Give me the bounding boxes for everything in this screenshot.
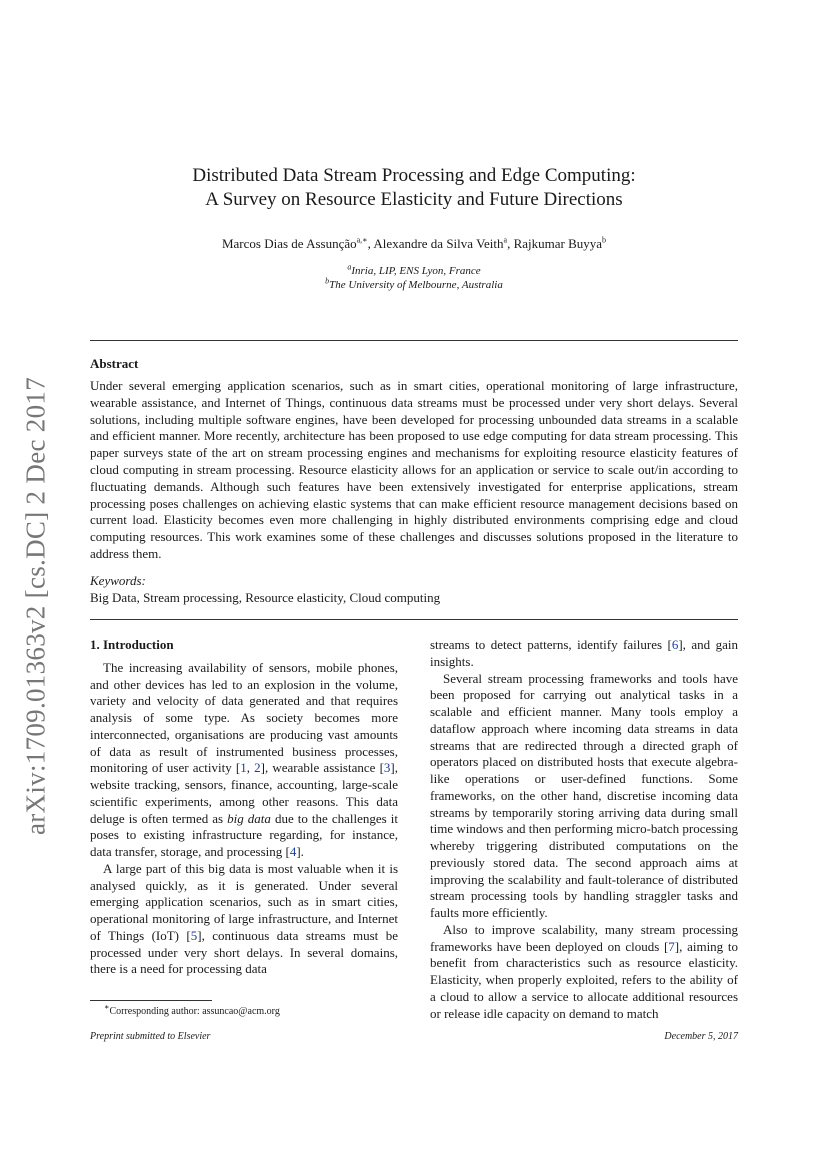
keywords-label: Keywords: <box>90 573 146 588</box>
affiliation-a <box>90 262 738 277</box>
affiliation-a-mark: a <box>347 262 352 272</box>
citation-link[interactable]: 4 <box>289 844 297 859</box>
title-line-2: A Survey on Resource Elasticity and Future Directions <box>205 189 623 210</box>
top-divider <box>90 340 738 341</box>
affiliation-b <box>90 276 738 291</box>
footer-preprint-note: Preprint submitted to Elsevier <box>90 1031 211 1042</box>
citation-link[interactable]: 7 <box>668 938 675 954</box>
affiliation-b-text: The University of Melbourne, Australia <box>329 279 503 291</box>
citation-link[interactable]: 3 <box>383 760 391 776</box>
author-1-mark: a,∗ <box>356 235 368 245</box>
footnote-mark: ∗ <box>104 1002 110 1012</box>
footnote <box>104 1002 280 1017</box>
citation-link[interactable]: 1 <box>240 760 247 776</box>
abstract-heading: Abstract <box>90 356 139 371</box>
citation-link[interactable]: 2 <box>254 760 261 776</box>
citation-link[interactable]: 5 <box>190 927 198 943</box>
author-3: Rajkumar Buyya <box>513 236 603 251</box>
footer-date: December 5, 2017 <box>664 1031 738 1042</box>
author-2: Alexandre da Silva Veith <box>373 236 504 251</box>
section-heading-introduction: 1. Introduction <box>90 637 174 652</box>
author-2-mark: a <box>503 235 508 245</box>
citation-link[interactable]: 6 <box>671 637 679 652</box>
paper-title <box>90 164 738 212</box>
left-column <box>90 637 398 978</box>
footnote-text: Corresponding author: assuncao@acm.org <box>109 1006 280 1017</box>
intro-paragraph-4: Also to improve scalability, many stream processing frameworks have been deployed on clouds [7], aiming to benefit from characteristics such as resource elasticity. Elasticity, when properly exploited, refers to the ability of a cloud to allow a service to allocate additional resources or release idle capacity on demand to match <box>430 921 738 1021</box>
author-3-mark: b <box>602 235 607 245</box>
arxiv-identifier: arXiv:1709.01363v2 [cs.DC] 2 Dec 2017 <box>20 376 51 836</box>
abstract-text: Under several emerging application scenarios, such as in smart cities, operational monitoring of large infrastructure, wearable assistance, and Internet of Things, continuous data streams must be processed under very short delays. Several solutions, including multiple software engines, have been developed for processing unbounded data streams in a scalable and efficient manner. More recently, architecture has been proposed to use edge computing for data stream processing. This paper surveys state of the art on stream processing engines and mechanisms for exploiting resource elasticity features of cloud computing in stream processing. Resource elasticity allows for an application or service to scale out/in according to fluctuating demands. Although such features have been extensively investigated for enterprise applications, stream processing poses challenges on achieving elastic systems that can make efficient resource management decisions based on current load. Elasticity becomes even more challenging in highly distributed environments comprising edge and cloud computing resources. This work examines some of these challenges and discusses solutions proposed in the literature to address them. <box>90 378 738 561</box>
author-1: Marcos Dias de Assunção <box>221 236 357 251</box>
right-column <box>430 637 738 1022</box>
affiliation-a-text: Inria, LIP, ENS Lyon, France <box>351 265 481 277</box>
affiliation-b-mark: b <box>325 276 330 286</box>
intro-paragraph-3: Several stream processing frameworks and tools have been proposed for carrying out analytical tasks in a scalable and efficient manner. Many tools employ a dataflow approach where incoming data streams in data streams that are redirected through a directed graph of operators placed on distributed hosts that execute algebra-like operations or user-defined functions. Some frameworks, on the other hand, discretise incoming data streams by temporarily storing arriving data during small time windows and then performing micro-batch processing whereby triggering distributed computations on the previously stored data. The second approach aims at improving the scalability and fault-tolerance of distributed stream processing tools by handling straggler tasks and faults more efficiently. <box>430 670 738 920</box>
keywords-text: Big Data, Stream processing, Resource elasticity, Cloud computing <box>90 590 441 605</box>
intro-paragraph-continued: streams to detect patterns, identify failures [6], and gain insights. <box>430 637 738 669</box>
bottom-divider <box>90 619 738 620</box>
footnote-rule <box>90 1000 212 1001</box>
author-list: Marcos Dias de Assunção$^{a,∗}$, Alexandre da Silva Veith$^a$, Rajkumar Buyya$^b$ <box>221 235 607 251</box>
intro-paragraph-1: The increasing availability of sensors, mobile phones, and other devices has led to an explosion in the volume, variety and velocity of data generated and that requires analysis of some type. As society becomes more interconnected, organisations are producing vast amounts of data as result of instrumented business processes, monitoring of user activity [1, 2], wearable assistance [3], website tracking, sensors, finance, accounting, large-scale scientific experiments, among other reasons. This data deluge is often termed as big data due to the challenges it poses to existing infrastructure regarding, for instance, data transfer, storage, and processing [4]. <box>90 659 398 859</box>
intro-paragraph-2: A large part of this big data is most valuable when it is analysed quickly, as it is generated. Under several emerging application scenarios, such as in smart cities, operational monitoring of large infrastructure, and Internet of Things (IoT) [5], continuous data streams must be processed under very short delays. In several domains, there is a need for processing data <box>90 860 398 977</box>
title-line-1: Distributed Data Stream Processing and Edge Computing: <box>192 165 636 186</box>
